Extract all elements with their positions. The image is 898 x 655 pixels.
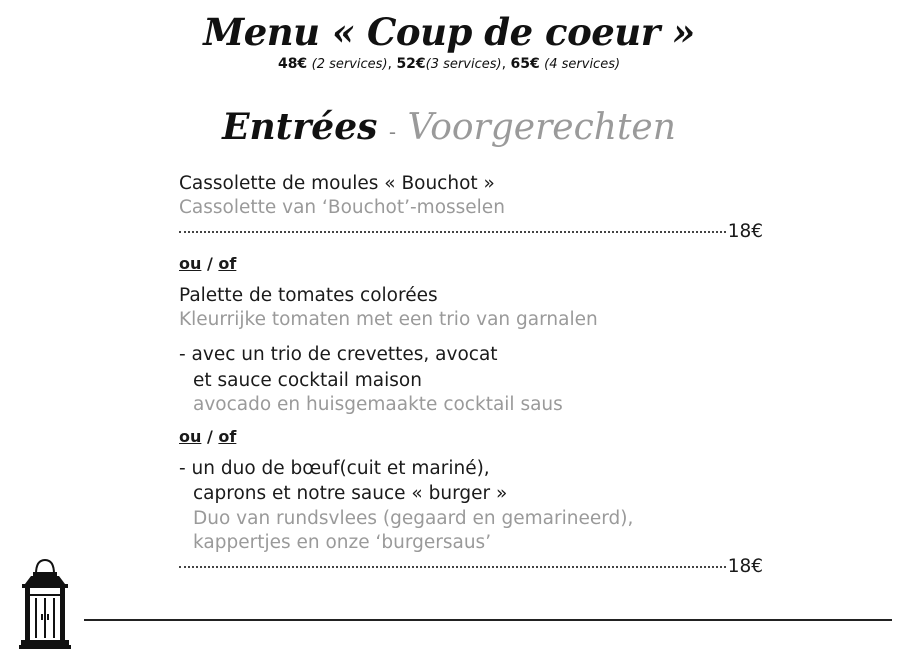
- dish2-price-row: [179, 556, 763, 577]
- dish2-option-a-fr-2: et sauce cocktail maison: [193, 370, 422, 391]
- dish1-price-row: [179, 221, 763, 242]
- price-4-services-note: (4 services): [544, 57, 621, 72]
- dish1-name-fr: Cassolette de moules « Bouchot »: [179, 173, 495, 194]
- dish2-option-a-nl: avocado en huisgemaakte cocktail saus: [193, 394, 563, 415]
- section-title-nl: Voorgerechten: [407, 107, 676, 148]
- price-2-services: 48€: [277, 56, 308, 72]
- lantern-icon: [17, 558, 73, 654]
- dish2-option-b-nl-2: kappertjes en onze ‘burgersaus’: [193, 532, 492, 553]
- dish2-option-b-nl-1: Duo van rundsvlees (gegaard en gemarineerd),: [193, 508, 634, 529]
- or-separator-2: ou / of: [179, 427, 237, 446]
- or-separator-1: ou / of: [179, 254, 237, 273]
- price-3-services: 52€: [396, 56, 426, 72]
- dish2-option-b-fr-2: caprons et notre sauce « burger »: [193, 483, 508, 504]
- dish2-option-a-fr-1: - avec un trio de crevettes, avocat: [179, 344, 498, 365]
- section-heading: [0, 106, 898, 148]
- dot-leader: [179, 231, 726, 233]
- price-3-services-note: (3 services): [425, 57, 502, 72]
- section-separator: -: [388, 120, 397, 144]
- dish2-name-nl: Kleurrijke tomaten met een trio van garnalen: [179, 309, 598, 330]
- bottom-rule: [84, 619, 892, 621]
- dish1-price: 18€: [727, 221, 763, 242]
- price-4-services: 65€: [510, 56, 540, 72]
- dish2-option-b-fr-1: - un duo de bœuf(cuit et mariné),: [179, 458, 490, 479]
- dot-leader: [179, 566, 726, 568]
- menu-title: Menu « Coup de coeur »: [203, 10, 695, 54]
- section-title-fr: Entrées: [222, 106, 378, 148]
- menu-price-options: 48€ (2 services), 52€(3 services), 65€ (4 services): [277, 56, 621, 72]
- price-2-services-note: (2 services): [311, 57, 388, 72]
- dish1-name-nl: Cassolette van ‘Bouchot’-mosselen: [179, 197, 505, 218]
- dish2-price: 18€: [727, 556, 763, 577]
- dish2-name-fr: Palette de tomates colorées: [179, 285, 438, 306]
